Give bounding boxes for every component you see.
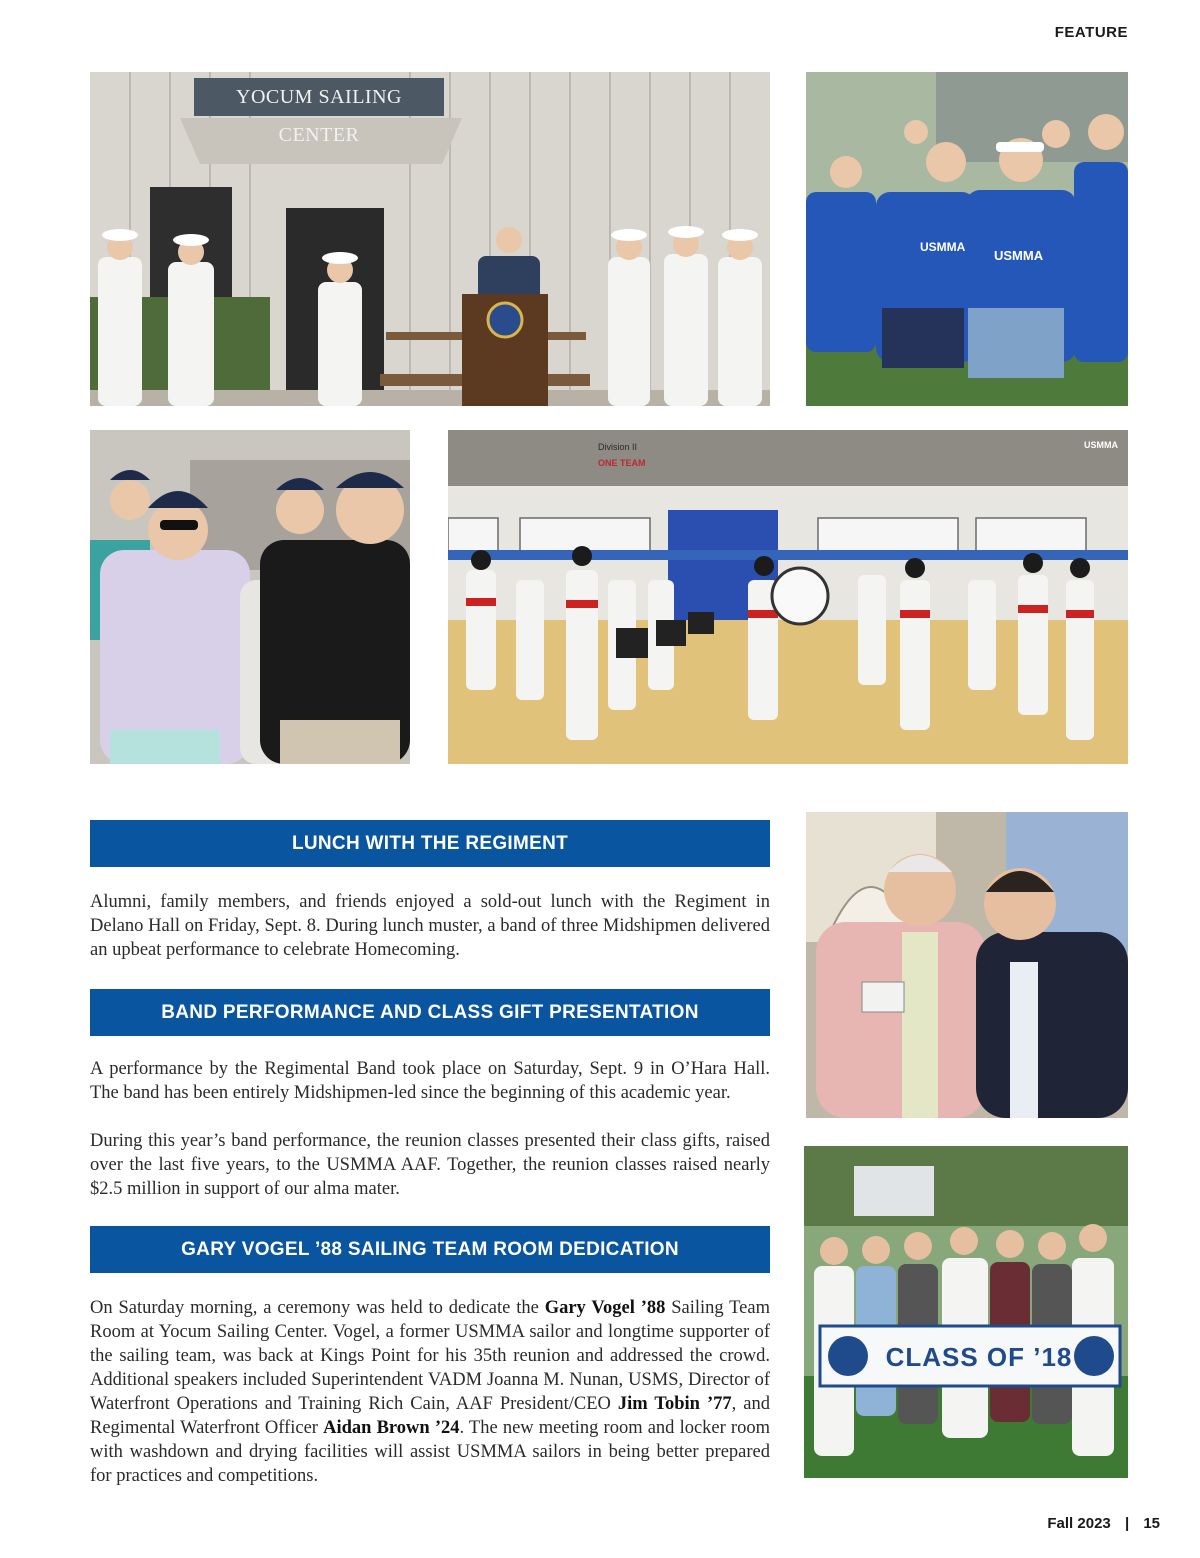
name-highlight: Gary Vogel ’88 (544, 1298, 666, 1318)
photo-alumni (90, 430, 410, 764)
banner-text: Division II (598, 442, 638, 452)
text-run: On Saturday morning, a ceremony was held to dedicate the (90, 1298, 545, 1318)
issue-label: Fall 2023 (1047, 1515, 1111, 1532)
text-run: , and Regimental Waterfront Officer (90, 1394, 770, 1438)
section-heading: GARY VOGEL ’88 SAILING TEAM ROOM DEDICATION (90, 1226, 770, 1273)
footer-separator: | (1124, 1515, 1130, 1532)
section-paragraph: Alumni, family members, and friends enjoyed a sold-out lunch with the Regiment in Delano Hall on Friday, Sept. 8. During lunch muster, a band of three Midshipmen delivered an upbeat performance to celebrate Homecoming. (90, 892, 770, 960)
shirt-text: USMMA (920, 240, 966, 254)
page-footer (1047, 1515, 1160, 1532)
banner-text: USMMA (1084, 440, 1118, 450)
photo-regimental-band (448, 430, 1128, 764)
banner-text: ONE TEAM (598, 458, 646, 468)
section-label: FEATURE (1054, 24, 1128, 41)
building-sign: YOCUM SAILING CENTER (236, 86, 402, 146)
photo-two-alumni (806, 812, 1128, 1118)
name-highlight: Jim Tobin ’77 (617, 1394, 732, 1414)
text-run: Sailing Team Room at Yocum Sailing Center. Vogel, a former USMMA sailor and longtime supporter of the sailing team, was back at Kings Point for his 35th reunion and addressed the crowd. Additional speakers included Superintendent VADM Joanna M. Nunan, USMS, Director of Waterfront Operations and Training Rich Cain, AAF President/CEO (90, 1298, 770, 1414)
section-paragraph (90, 1296, 770, 1488)
class-banner-text: CLASS OF ’18 (885, 1342, 1073, 1372)
section-paragraph: A performance by the Regimental Band took place on Saturday, Sept. 9 in O’Hara Hall. The band has been entirely Midshipmen-led since the beginning of this academic year. (90, 1059, 770, 1103)
section-heading: LUNCH WITH THE REGIMENT (90, 820, 770, 867)
section-heading: BAND PERFORMANCE AND CLASS GIFT PRESENTATION (90, 989, 770, 1036)
page-number: 15 (1143, 1515, 1160, 1532)
name-highlight: Aidan Brown ’24 (323, 1418, 460, 1438)
section-paragraph: During this year’s band performance, the reunion classes presented their class gifts, raised over the last five years, to the USMMA AAF. Together, the reunion classes raised nearly $2.5 million in support of our alma mater. (90, 1131, 770, 1199)
text-run: . The new meeting room and locker room with washdown and drying facilities will assist USMMA sailors in being better prepared for practices and competitions. (90, 1418, 770, 1486)
photo-fans-usmma (806, 72, 1128, 406)
photo-class-of-18 (804, 1146, 1128, 1478)
shirt-text: USMMA (994, 248, 1044, 263)
photo-sailing-center-ceremony (90, 72, 770, 406)
